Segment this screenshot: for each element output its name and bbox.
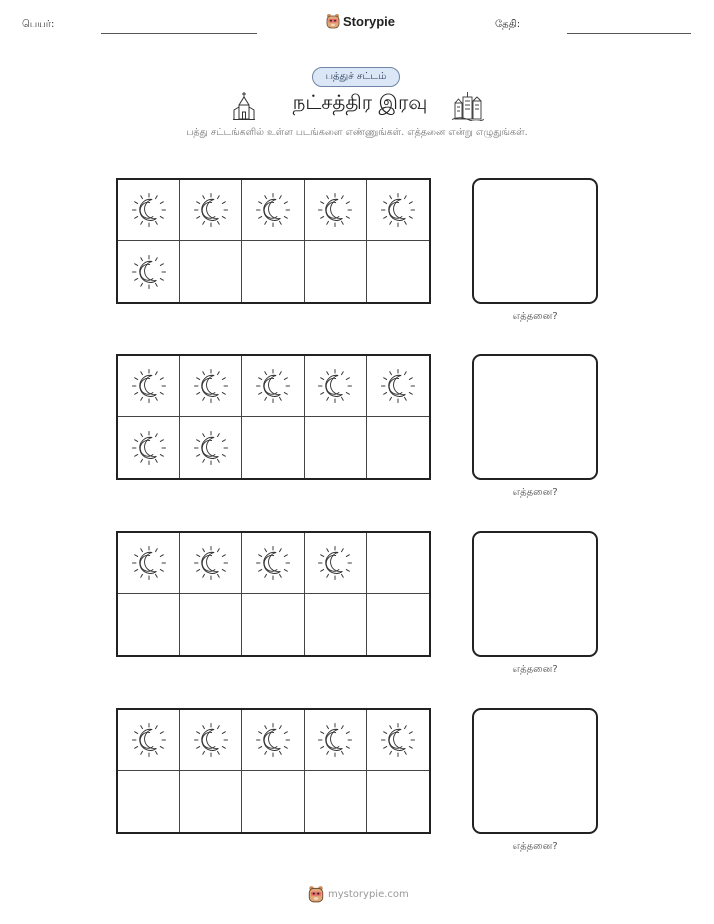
- ten-frame-cell: [367, 180, 429, 241]
- town-skyline-icon: [452, 91, 484, 121]
- worksheet-type-badge: பத்துச் சட்டம்: [312, 67, 400, 87]
- ten-frame-cell: [242, 356, 304, 417]
- ten-frame-cell: [118, 356, 180, 417]
- ten-frame-cell: [180, 417, 242, 478]
- moon-sun-icon: [254, 721, 292, 759]
- ten-frame-cell: [242, 241, 304, 302]
- moon-sun-icon: [130, 429, 168, 467]
- answer-box-2[interactable]: [472, 354, 598, 480]
- moon-sun-icon: [192, 721, 230, 759]
- ten-frame-2: [116, 354, 431, 480]
- storypie-mascot-icon: [308, 885, 324, 903]
- ten-frame-3: [116, 531, 431, 657]
- moon-sun-icon: [379, 721, 417, 759]
- ten-frame-cell: [305, 710, 367, 771]
- answer-box-4[interactable]: [472, 708, 598, 834]
- ten-frame-cell: [305, 533, 367, 594]
- moon-sun-icon: [316, 191, 354, 229]
- ten-frame-cell: [367, 771, 429, 832]
- ten-frame-cell: [180, 771, 242, 832]
- moon-sun-icon: [316, 367, 354, 405]
- moon-sun-icon: [130, 721, 168, 759]
- moon-sun-icon: [254, 544, 292, 582]
- ten-frame-cell: [242, 771, 304, 832]
- ten-frame-cell: [242, 533, 304, 594]
- ten-frame-cell: [305, 594, 367, 655]
- instructions: பத்து சட்டங்களில் உள்ள படங்களை எண்ணுங்கள். எத்தனை என்று எழுதுங்கள்.: [186, 127, 528, 138]
- storypie-mascot-icon: [326, 13, 340, 29]
- moon-sun-icon: [192, 191, 230, 229]
- ten-frame-cell: [305, 241, 367, 302]
- moon-sun-icon: [192, 429, 230, 467]
- ten-frame-cell: [367, 356, 429, 417]
- ten-frame-cell: [180, 533, 242, 594]
- moon-sun-icon: [254, 191, 292, 229]
- ten-frame-cell: [305, 180, 367, 241]
- moon-sun-icon: [316, 721, 354, 759]
- ten-frame-cell: [180, 180, 242, 241]
- brand-name: Storypie: [343, 13, 396, 29]
- answer-box-3[interactable]: [472, 531, 598, 657]
- ten-frame-1: [116, 178, 431, 304]
- ten-frame-cell: [242, 417, 304, 478]
- ten-frame-cell: [118, 241, 180, 302]
- answer-question-label: எத்தனை?: [512, 487, 558, 498]
- answer-question-label: எத்தனை?: [512, 311, 558, 322]
- ten-frame-cell: [367, 241, 429, 302]
- ten-frame-cell: [118, 710, 180, 771]
- ten-frame-cell: [367, 710, 429, 771]
- date-label: தேதி:: [495, 19, 521, 30]
- ten-frame-cell: [367, 417, 429, 478]
- ten-frame-cell: [305, 771, 367, 832]
- ten-frame-cell: [118, 533, 180, 594]
- moon-sun-icon: [130, 253, 168, 291]
- ten-frame-cell: [118, 771, 180, 832]
- moon-sun-icon: [192, 367, 230, 405]
- ten-frame-cell: [367, 533, 429, 594]
- ten-frame-cell: [305, 356, 367, 417]
- ten-frame-cell: [118, 594, 180, 655]
- answer-box-1[interactable]: [472, 178, 598, 304]
- name-label: பெயர்:: [22, 19, 55, 30]
- ten-frame-cell: [242, 594, 304, 655]
- ten-frame-cell: [118, 180, 180, 241]
- ten-frame-cell: [118, 417, 180, 478]
- ten-frame-cell: [180, 356, 242, 417]
- moon-sun-icon: [254, 367, 292, 405]
- footer-url[interactable]: mystorypie.com: [328, 888, 409, 900]
- ten-frame-cell: [180, 241, 242, 302]
- footer: [308, 885, 409, 903]
- answer-question-label: எத்தனை?: [512, 664, 558, 675]
- ten-frame-cell: [367, 594, 429, 655]
- answer-question-label: எத்தனை?: [512, 841, 558, 852]
- brand-logo: [326, 13, 395, 29]
- moon-sun-icon: [379, 367, 417, 405]
- church-icon: [233, 91, 255, 121]
- ten-frame-cell: [180, 710, 242, 771]
- moon-sun-icon: [130, 367, 168, 405]
- moon-sun-icon: [192, 544, 230, 582]
- moon-sun-icon: [130, 191, 168, 229]
- ten-frame-cell: [180, 594, 242, 655]
- worksheet-title: நட்சத்திர இரவு: [292, 90, 428, 114]
- ten-frame-4: [116, 708, 431, 834]
- ten-frame-cell: [305, 417, 367, 478]
- moon-sun-icon: [379, 191, 417, 229]
- ten-frame-cell: [242, 180, 304, 241]
- name-field-line[interactable]: [101, 33, 257, 34]
- ten-frame-cell: [242, 710, 304, 771]
- date-field-line[interactable]: [567, 33, 691, 34]
- moon-sun-icon: [316, 544, 354, 582]
- moon-sun-icon: [130, 544, 168, 582]
